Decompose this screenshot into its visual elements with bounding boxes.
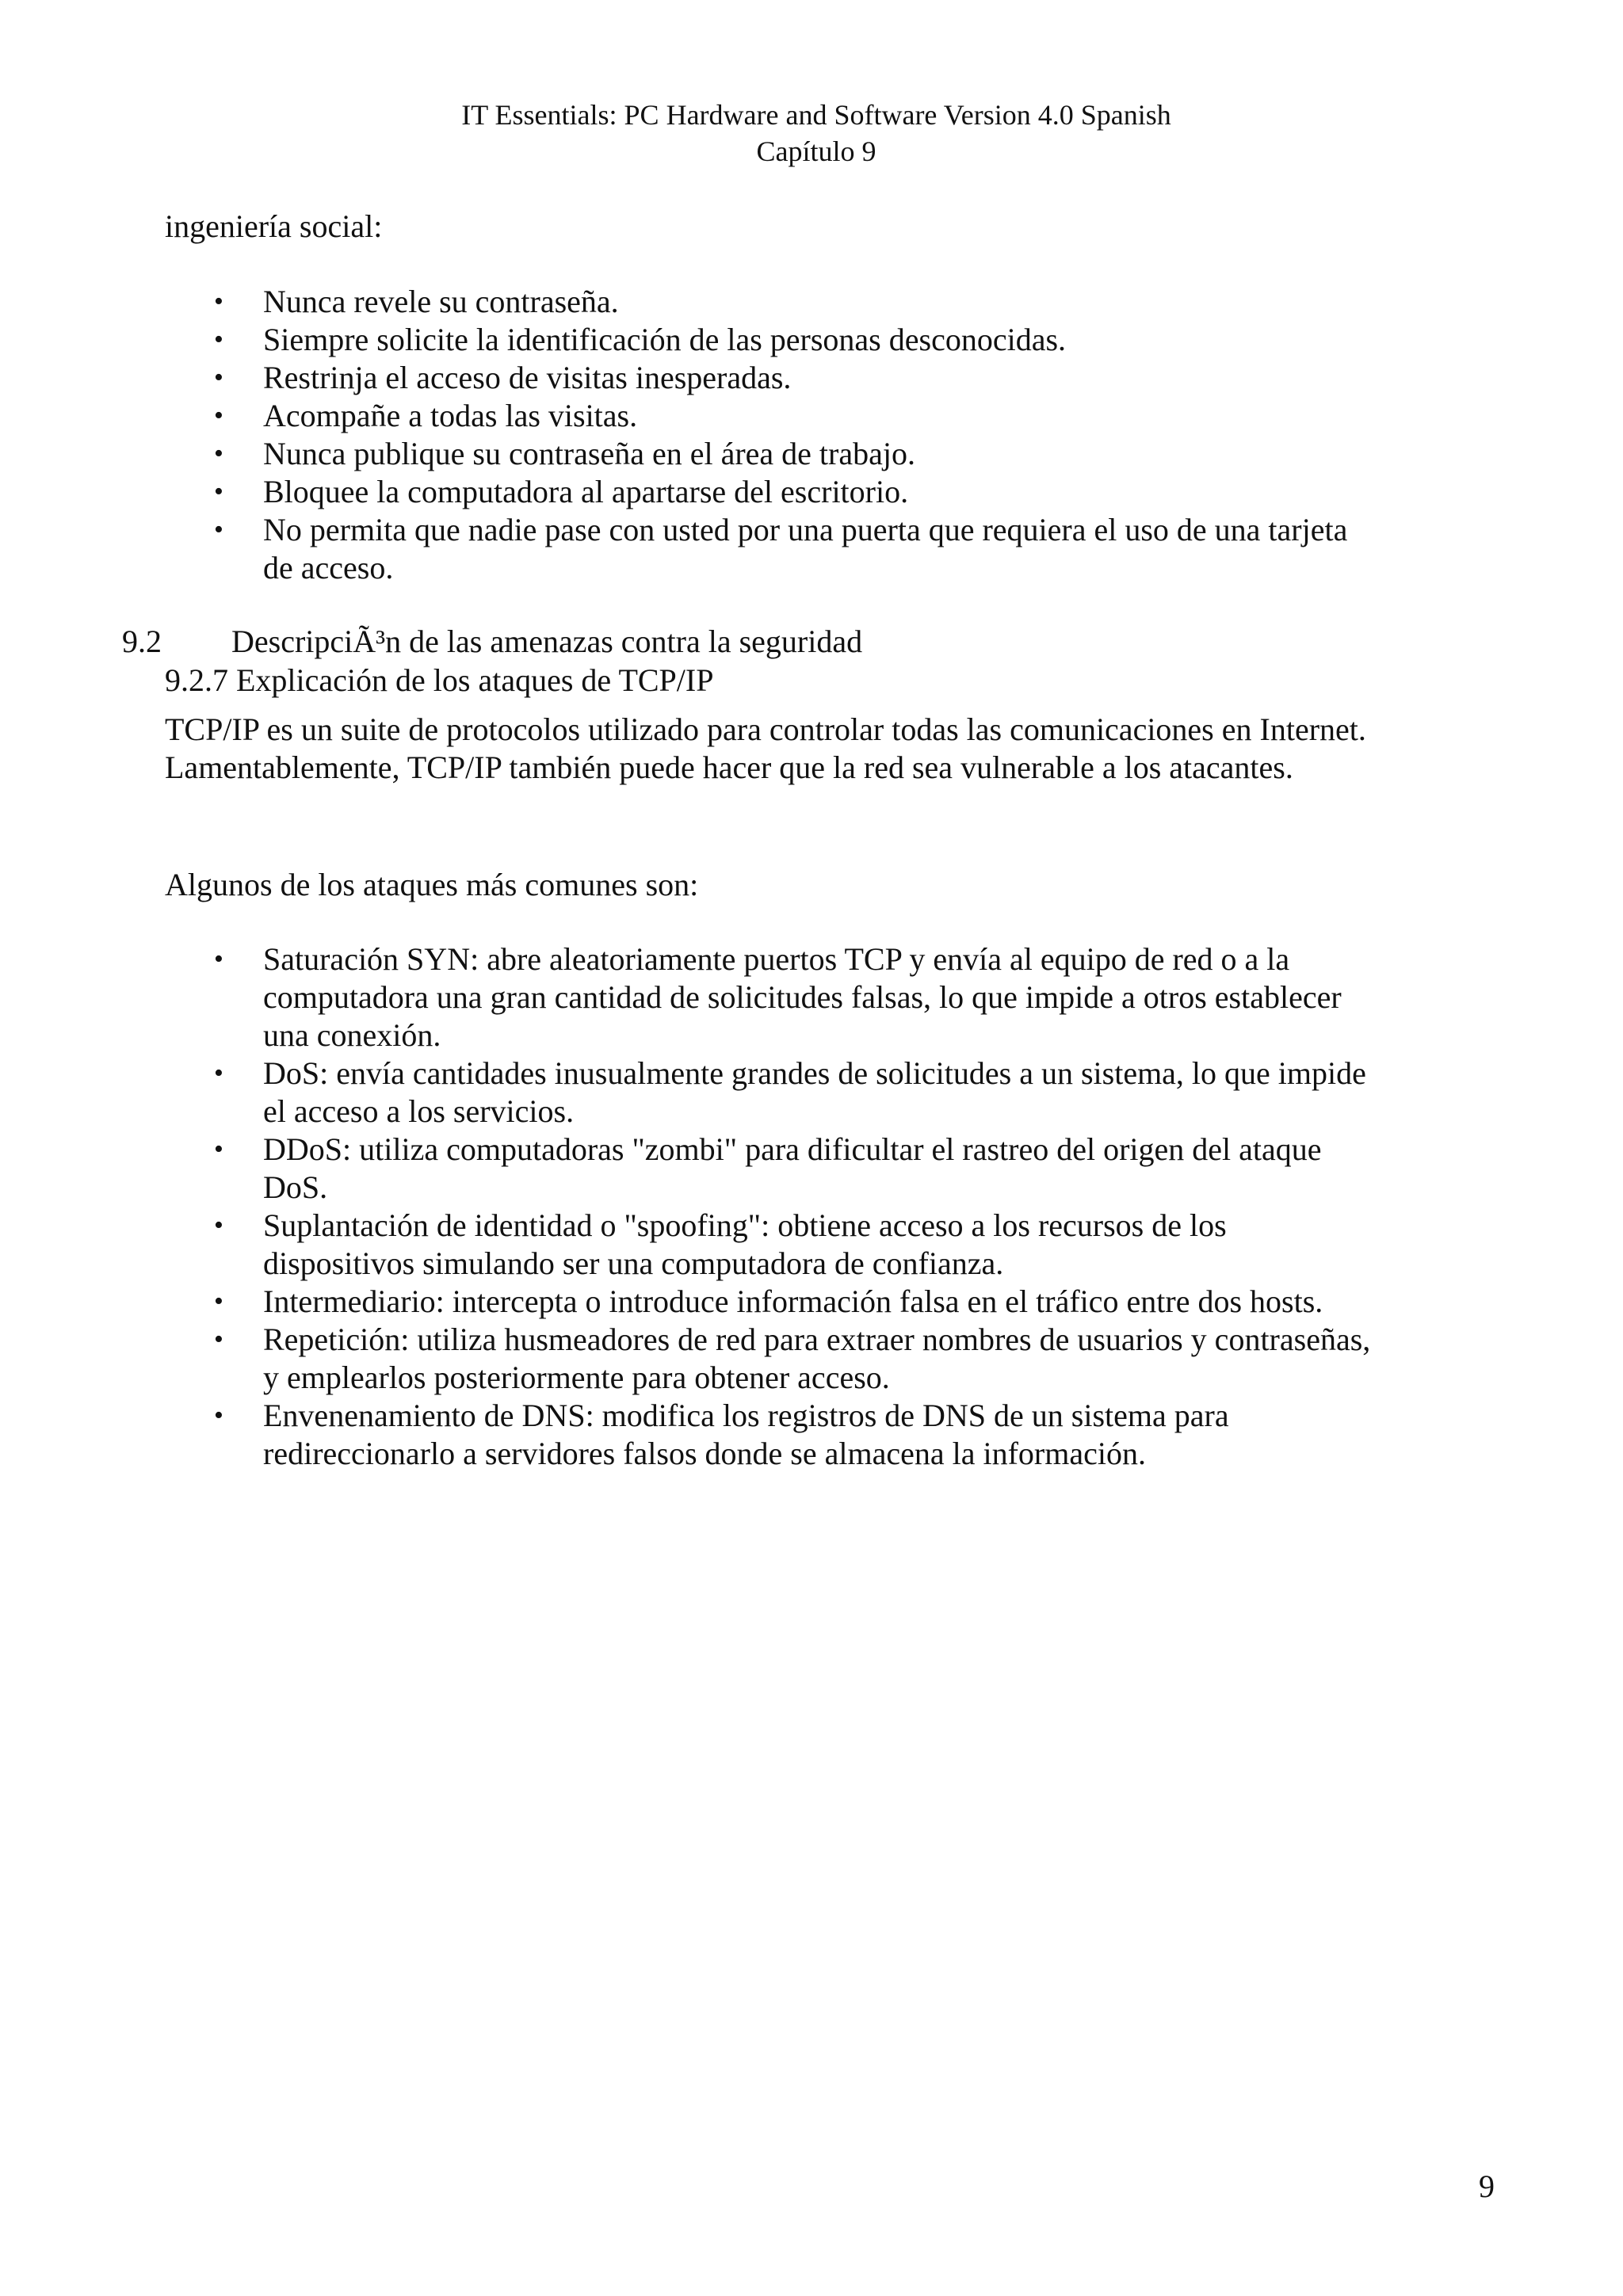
page-number: 9: [1479, 2168, 1495, 2204]
list-item-text: Repetición: utiliza husmeadores de red para extraer nombres de usuarios y contraseñas, y emplearlos posteriormente para obtener acceso.: [263, 1322, 1371, 1395]
list-item: [0, 1207, 1623, 1283]
list-item-text: Saturación SYN: abre aleatoriamente puertos TCP y envía al equipo de red o a la computadora una gran cantidad de solicitudes falsas, lo que impide a otros establecer una conexión.: [263, 941, 1342, 1053]
list-item-text: DDoS: utiliza computadoras "zombi" para dificultar el rastreo del origen del ataque DoS.: [263, 1131, 1322, 1205]
intro-text: ingeniería social:: [165, 208, 383, 244]
bullet-icon: •: [214, 1401, 223, 1430]
list-item: [0, 435, 1623, 473]
list-item-text: Nunca publique su contraseña en el área de trabajo.: [263, 436, 915, 471]
list-item: [0, 1283, 1623, 1321]
list-item: [0, 359, 1623, 397]
list-item-text: Suplantación de identidad o "spoofing": obtiene acceso a los recursos de los dispositivos simulando ser una computadora de confianza.: [263, 1207, 1227, 1281]
list-item-text: Restrinja el acceso de visitas inesperadas.: [263, 360, 792, 395]
list-item-text: Envenenamiento de DNS: modifica los registros de DNS de un sistema para redireccionarlo a servidores falsos donde se almacena la información.: [263, 1398, 1229, 1471]
list-item-text: DoS: envía cantidades inusualmente grandes de solicitudes a un sistema, lo que impide el acceso a los servicios.: [263, 1055, 1366, 1129]
body-paragraph: TCP/IP es un suite de protocolos utilizado para controlar todas las comunicaciones en Internet. Lamentablemente, TCP/IP también puede hacer que la red sea vulnerable a los atacantes.: [165, 711, 1366, 785]
bullet-icon: •: [214, 363, 223, 392]
section-heading: [122, 623, 862, 661]
section-number: 9.2: [122, 624, 162, 659]
subsection-heading: 9.2.7 Explicación de los ataques de TCP/IP: [165, 662, 714, 698]
list-item-text: Bloquee la computadora al apartarse del escritorio.: [263, 474, 909, 509]
bullet-icon: •: [214, 1287, 223, 1316]
list-item: [0, 1397, 1623, 1473]
header-chapter: Capítulo 9: [756, 135, 876, 167]
section-title: DescripciÃ³n de las amenazas contra la seguridad: [231, 624, 863, 659]
list-item: [0, 1131, 1623, 1207]
bullet-icon: •: [214, 515, 223, 544]
list-item: [0, 283, 1623, 321]
list-item: [0, 511, 1623, 587]
page-header: [0, 97, 1623, 170]
tcp-ip-attacks-list: [0, 940, 1623, 1473]
bullet-icon: •: [214, 439, 223, 468]
bullet-icon: •: [214, 1058, 223, 1088]
bullet-icon: •: [214, 287, 223, 316]
attacks-intro-text: Algunos de los ataques más comunes son:: [165, 867, 699, 902]
list-item: [0, 1321, 1623, 1397]
list-item: [0, 1055, 1623, 1131]
list-item: [0, 321, 1623, 359]
bullet-icon: •: [214, 477, 223, 506]
bullet-icon: •: [214, 325, 223, 354]
list-item-text: Nunca revele su contraseña.: [263, 284, 619, 319]
list-item-text: Intermediario: intercepta o introduce información falsa en el tráfico entre dos hosts.: [263, 1283, 1323, 1319]
list-item-text: No permita que nadie pase con usted por una puerta que requiera el uso de una tarjeta de acceso.: [263, 512, 1348, 585]
bullet-icon: •: [214, 1325, 223, 1354]
list-item-text: Siempre solicite la identificación de las personas desconocidas.: [263, 322, 1067, 357]
bullet-icon: •: [214, 401, 223, 430]
social-engineering-tips-list: [0, 283, 1623, 587]
list-item: [0, 940, 1623, 1055]
bullet-icon: •: [214, 1211, 223, 1240]
bullet-icon: •: [214, 944, 223, 974]
list-item: [0, 397, 1623, 435]
list-item-text: Acompañe a todas las visitas.: [263, 398, 638, 433]
list-item: [0, 473, 1623, 511]
bullet-icon: •: [214, 1135, 223, 1164]
header-title: IT Essentials: PC Hardware and Software Version 4.0 Spanish: [461, 99, 1171, 131]
